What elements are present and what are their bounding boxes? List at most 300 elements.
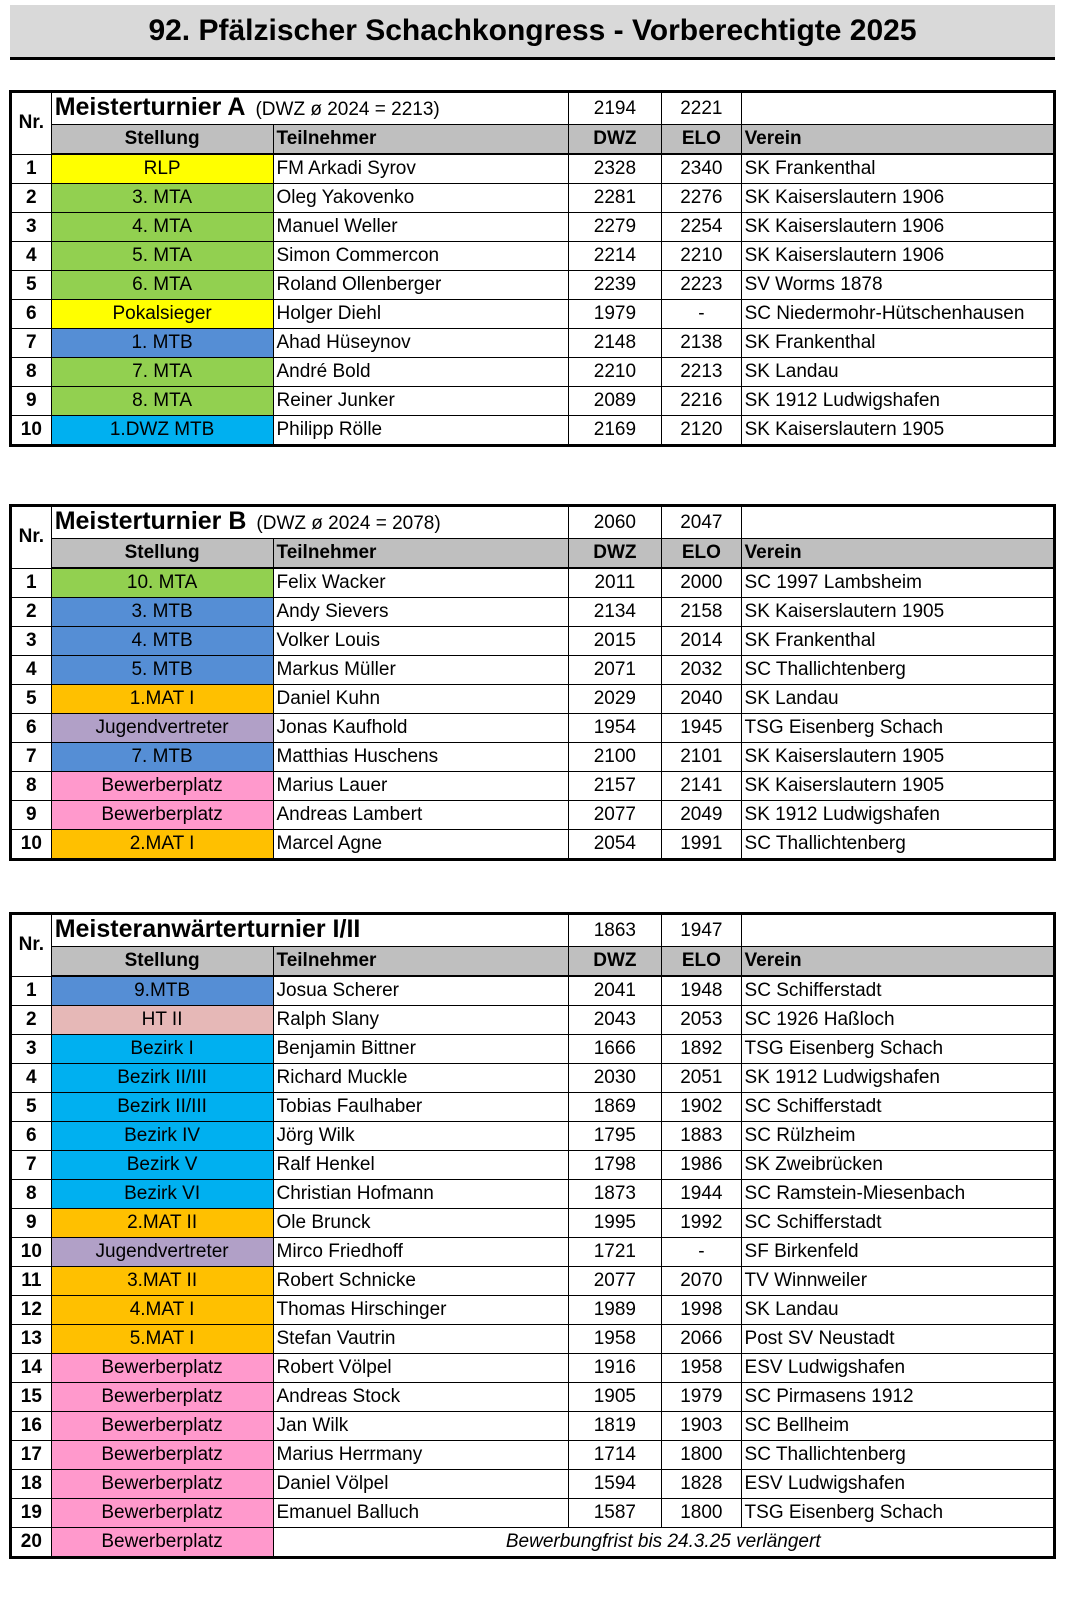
stellung-cell: Bewerberplatz <box>51 1470 273 1499</box>
avg-elo: 2221 <box>662 92 741 125</box>
dwz-cell: 2030 <box>568 1064 662 1093</box>
table-row <box>11 387 1055 416</box>
teilnehmer-cell: Stefan Vautrin <box>273 1325 568 1354</box>
dwz-cell: 1666 <box>568 1035 662 1064</box>
teilnehmer-cell: Andreas Stock <box>273 1383 568 1412</box>
stellung-cell: 1.MAT I <box>51 685 273 714</box>
stellung-cell: 4. MTB <box>51 627 273 656</box>
stellung-cell: Bezirk VI <box>51 1180 273 1209</box>
teilnehmer-cell: Roland Ollenberger <box>273 271 568 300</box>
elo-cell: 1902 <box>662 1093 741 1122</box>
verein-cell: SK Zweibrücken <box>741 1151 1054 1180</box>
row-number: 6 <box>11 1122 52 1151</box>
dwz-cell: 1594 <box>568 1470 662 1499</box>
row-number: 8 <box>11 1180 52 1209</box>
row-number: 13 <box>11 1325 52 1354</box>
elo-cell: 1800 <box>662 1499 741 1528</box>
row-number: 10 <box>11 416 52 446</box>
dwz-cell: 1916 <box>568 1354 662 1383</box>
row-number: 4 <box>11 242 52 271</box>
avg-dwz: 2060 <box>568 506 662 539</box>
tournament-name: Meisteranwärterturnier I/II <box>54 915 361 943</box>
row-number: 1 <box>11 976 52 1006</box>
header-teilnehmer: Teilnehmer <box>273 539 568 569</box>
verein-cell: SC 1926 Haßloch <box>741 1006 1054 1035</box>
teilnehmer-cell: Benjamin Bittner <box>273 1035 568 1064</box>
header-verein: Verein <box>741 947 1054 977</box>
tournament-title-row <box>11 92 1055 125</box>
header-elo: ELO <box>662 539 741 569</box>
teilnehmer-cell: Marius Herrmany <box>273 1441 568 1470</box>
row-number: 6 <box>11 714 52 743</box>
tournament-subtitle: (DWZ ø 2024 = 2078) <box>256 513 441 534</box>
stellung-cell: 3. MTB <box>51 598 273 627</box>
table-row <box>11 154 1055 184</box>
verein-cell: SK Landau <box>741 358 1054 387</box>
dwz-cell: 1587 <box>568 1499 662 1528</box>
dwz-cell: 2043 <box>568 1006 662 1035</box>
empty-cell <box>741 92 1054 125</box>
row-number: 9 <box>11 801 52 830</box>
row-number: 9 <box>11 387 52 416</box>
verein-cell: SK Kaiserslautern 1905 <box>741 772 1054 801</box>
teilnehmer-cell: Manuel Weller <box>273 213 568 242</box>
elo-cell: 2040 <box>662 685 741 714</box>
stellung-cell: 4. MTA <box>51 213 273 242</box>
elo-cell: 2000 <box>662 568 741 598</box>
stellung-cell: Jugendvertreter <box>51 714 273 743</box>
dwz-cell: 1869 <box>568 1093 662 1122</box>
row-number: 1 <box>11 568 52 598</box>
dwz-cell: 1989 <box>568 1296 662 1325</box>
header-teilnehmer: Teilnehmer <box>273 125 568 155</box>
elo-cell: 2066 <box>662 1325 741 1354</box>
verein-cell: SC Pirmasens 1912 <box>741 1383 1054 1412</box>
elo-cell: 2216 <box>662 387 741 416</box>
stellung-cell: 5. MTA <box>51 242 273 271</box>
teilnehmer-cell: Simon Commercon <box>273 242 568 271</box>
elo-cell: 1992 <box>662 1209 741 1238</box>
teilnehmer-cell: Josua Scherer <box>273 976 568 1006</box>
elo-cell: 2032 <box>662 656 741 685</box>
header-elo: ELO <box>662 947 741 977</box>
verein-cell: SK Kaiserslautern 1906 <box>741 184 1054 213</box>
verein-cell: ESV Ludwigshafen <box>741 1470 1054 1499</box>
stellung-cell: 3. MTA <box>51 184 273 213</box>
elo-cell: 1883 <box>662 1122 741 1151</box>
verein-cell: SF Birkenfeld <box>741 1238 1054 1267</box>
dwz-cell: 2279 <box>568 213 662 242</box>
dwz-cell: 1958 <box>568 1325 662 1354</box>
dwz-cell: 2239 <box>568 271 662 300</box>
teilnehmer-cell: Matthias Huschens <box>273 743 568 772</box>
table-row <box>11 1180 1055 1209</box>
dwz-cell: 2281 <box>568 184 662 213</box>
avg-dwz: 2194 <box>568 92 662 125</box>
table-row <box>11 242 1055 271</box>
dwz-cell: 2210 <box>568 358 662 387</box>
dwz-cell: 2100 <box>568 743 662 772</box>
row-number: 10 <box>11 1238 52 1267</box>
nr-header: Nr. <box>11 92 52 155</box>
table-row <box>11 1528 1055 1558</box>
tournament-title-row <box>11 914 1055 947</box>
header-stellung: Stellung <box>51 125 273 155</box>
verein-cell: TV Winnweiler <box>741 1267 1054 1296</box>
row-number: 15 <box>11 1383 52 1412</box>
teilnehmer-cell: Ralf Henkel <box>273 1151 568 1180</box>
header-stellung: Stellung <box>51 539 273 569</box>
elo-cell: - <box>662 300 741 329</box>
stellung-cell: 2.MAT I <box>51 830 273 860</box>
dwz-cell: 1714 <box>568 1441 662 1470</box>
stellung-cell: 4.MAT I <box>51 1296 273 1325</box>
teilnehmer-cell: Markus Müller <box>273 656 568 685</box>
teilnehmer-cell: Marcel Agne <box>273 830 568 860</box>
elo-cell: 2049 <box>662 801 741 830</box>
teilnehmer-cell: Andreas Lambert <box>273 801 568 830</box>
teilnehmer-cell: Jonas Kaufhold <box>273 714 568 743</box>
dwz-cell: 2071 <box>568 656 662 685</box>
dwz-cell: 2157 <box>568 772 662 801</box>
stellung-cell: 10. MTA <box>51 568 273 598</box>
table-row <box>11 976 1055 1006</box>
row-number: 7 <box>11 329 52 358</box>
elo-cell: 1944 <box>662 1180 741 1209</box>
dwz-cell: 1798 <box>568 1151 662 1180</box>
teilnehmer-cell: Ahad Hüseynov <box>273 329 568 358</box>
verein-cell: SC Schifferstadt <box>741 1093 1054 1122</box>
row-number: 5 <box>11 271 52 300</box>
table-row <box>11 743 1055 772</box>
teilnehmer-cell: Volker Louis <box>273 627 568 656</box>
table-row <box>11 1035 1055 1064</box>
verein-cell: SK Kaiserslautern 1906 <box>741 213 1054 242</box>
table-row <box>11 1238 1055 1267</box>
verein-cell: SK Frankenthal <box>741 154 1054 184</box>
verein-cell: SV Worms 1878 <box>741 271 1054 300</box>
teilnehmer-cell: Christian Hofmann <box>273 1180 568 1209</box>
stellung-cell: Pokalsieger <box>51 300 273 329</box>
verein-cell: SK Kaiserslautern 1905 <box>741 598 1054 627</box>
table-row <box>11 1383 1055 1412</box>
dwz-cell: 1819 <box>568 1412 662 1441</box>
nr-header: Nr. <box>11 914 52 977</box>
table-row <box>11 685 1055 714</box>
deadline-note: Bewerbungfrist bis 24.3.25 verlängert <box>273 1528 1055 1558</box>
table-row <box>11 300 1055 329</box>
stellung-cell: RLP <box>51 154 273 184</box>
dwz-cell: 1905 <box>568 1383 662 1412</box>
row-number: 19 <box>11 1499 52 1528</box>
empty-cell <box>741 914 1054 947</box>
elo-cell: 1948 <box>662 976 741 1006</box>
column-header-row <box>11 539 1055 569</box>
teilnehmer-cell: Jan Wilk <box>273 1412 568 1441</box>
stellung-cell: Bewerberplatz <box>51 1528 273 1558</box>
elo-cell: 2276 <box>662 184 741 213</box>
teilnehmer-cell: Ole Brunck <box>273 1209 568 1238</box>
elo-cell: - <box>662 1238 741 1267</box>
row-number: 1 <box>11 154 52 184</box>
row-number: 5 <box>11 1093 52 1122</box>
row-number: 20 <box>11 1528 52 1558</box>
table-row <box>11 714 1055 743</box>
table-row <box>11 329 1055 358</box>
teilnehmer-cell: Philipp Rölle <box>273 416 568 446</box>
table-row <box>11 1006 1055 1035</box>
elo-cell: 2158 <box>662 598 741 627</box>
table-row <box>11 1296 1055 1325</box>
table-row <box>11 213 1055 242</box>
dwz-cell: 2089 <box>568 387 662 416</box>
teilnehmer-cell: Daniel Völpel <box>273 1470 568 1499</box>
stellung-cell: 5. MTB <box>51 656 273 685</box>
column-header-row <box>11 125 1055 155</box>
row-number: 2 <box>11 1006 52 1035</box>
elo-cell: 2141 <box>662 772 741 801</box>
tournament-name: Meisterturnier A <box>54 93 246 121</box>
header-verein: Verein <box>741 539 1054 569</box>
verein-cell: ESV Ludwigshafen <box>741 1354 1054 1383</box>
stellung-cell: Bewerberplatz <box>51 801 273 830</box>
dwz-cell: 2077 <box>568 801 662 830</box>
elo-cell: 1828 <box>662 1470 741 1499</box>
row-number: 4 <box>11 656 52 685</box>
tournament-subtitle: (DWZ ø 2024 = 2213) <box>255 99 440 120</box>
elo-cell: 1800 <box>662 1441 741 1470</box>
avg-dwz: 1863 <box>568 914 662 947</box>
table-row <box>11 801 1055 830</box>
row-number: 6 <box>11 300 52 329</box>
stellung-cell: 6. MTA <box>51 271 273 300</box>
header-dwz: DWZ <box>568 947 662 977</box>
table-row <box>11 416 1055 446</box>
stellung-cell: 8. MTA <box>51 387 273 416</box>
table-row <box>11 1064 1055 1093</box>
dwz-cell: 2011 <box>568 568 662 598</box>
teilnehmer-cell: Holger Diehl <box>273 300 568 329</box>
dwz-cell: 2029 <box>568 685 662 714</box>
verein-cell: TSG Eisenberg Schach <box>741 1499 1054 1528</box>
row-number: 10 <box>11 830 52 860</box>
table-row <box>11 627 1055 656</box>
verein-cell: SC Schifferstadt <box>741 976 1054 1006</box>
teilnehmer-cell: Ralph Slany <box>273 1006 568 1035</box>
verein-cell: SC Schifferstadt <box>741 1209 1054 1238</box>
avg-elo: 1947 <box>662 914 741 947</box>
table-row <box>11 1122 1055 1151</box>
table-row <box>11 1470 1055 1499</box>
teilnehmer-cell: Jörg Wilk <box>273 1122 568 1151</box>
stellung-cell: 7. MTA <box>51 358 273 387</box>
table-row <box>11 1267 1055 1296</box>
verein-cell: SC Niedermohr-Hütschenhausen <box>741 300 1054 329</box>
table-row <box>11 1354 1055 1383</box>
teilnehmer-cell: Robert Völpel <box>273 1354 568 1383</box>
table-row <box>11 184 1055 213</box>
tournament-title <box>51 92 568 125</box>
elo-cell: 1998 <box>662 1296 741 1325</box>
teilnehmer-cell: Oleg Yakovenko <box>273 184 568 213</box>
stellung-cell: Bewerberplatz <box>51 1441 273 1470</box>
elo-cell: 2053 <box>662 1006 741 1035</box>
row-number: 8 <box>11 358 52 387</box>
header-elo: ELO <box>662 125 741 155</box>
table-row <box>11 358 1055 387</box>
table-row <box>11 1325 1055 1354</box>
header-teilnehmer: Teilnehmer <box>273 947 568 977</box>
dwz-cell: 1721 <box>568 1238 662 1267</box>
elo-cell: 2101 <box>662 743 741 772</box>
stellung-cell: Jugendvertreter <box>51 1238 273 1267</box>
elo-cell: 2070 <box>662 1267 741 1296</box>
table-row <box>11 1499 1055 1528</box>
elo-cell: 2120 <box>662 416 741 446</box>
elo-cell: 2210 <box>662 242 741 271</box>
row-number: 7 <box>11 743 52 772</box>
verein-cell: SK Frankenthal <box>741 627 1054 656</box>
row-number: 8 <box>11 772 52 801</box>
header-dwz: DWZ <box>568 125 662 155</box>
stellung-cell: Bezirk I <box>51 1035 273 1064</box>
dwz-cell: 2054 <box>568 830 662 860</box>
verein-cell: SK 1912 Ludwigshafen <box>741 801 1054 830</box>
row-number: 11 <box>11 1267 52 1296</box>
teilnehmer-cell: Andy Sievers <box>273 598 568 627</box>
row-number: 9 <box>11 1209 52 1238</box>
dwz-cell: 1995 <box>568 1209 662 1238</box>
row-number: 12 <box>11 1296 52 1325</box>
verein-cell: SC Rülzheim <box>741 1122 1054 1151</box>
row-number: 17 <box>11 1441 52 1470</box>
table-row <box>11 1093 1055 1122</box>
verein-cell: Post SV Neustadt <box>741 1325 1054 1354</box>
verein-cell: SK Landau <box>741 1296 1054 1325</box>
dwz-cell: 1979 <box>568 300 662 329</box>
stellung-cell: HT II <box>51 1006 273 1035</box>
stellung-cell: Bezirk V <box>51 1151 273 1180</box>
stellung-cell: 2.MAT II <box>51 1209 273 1238</box>
stellung-cell: 1.DWZ MTB <box>51 416 273 446</box>
verein-cell: SC 1997 Lambsheim <box>741 568 1054 598</box>
teilnehmer-cell: Mirco Friedhoff <box>273 1238 568 1267</box>
dwz-cell: 1954 <box>568 714 662 743</box>
row-number: 18 <box>11 1470 52 1499</box>
elo-cell: 2014 <box>662 627 741 656</box>
stellung-cell: 5.MAT I <box>51 1325 273 1354</box>
stellung-cell: Bewerberplatz <box>51 1412 273 1441</box>
dwz-cell: 1873 <box>568 1180 662 1209</box>
teilnehmer-cell: Richard Muckle <box>273 1064 568 1093</box>
row-number: 4 <box>11 1064 52 1093</box>
tournament-title <box>51 914 568 947</box>
elo-cell: 1892 <box>662 1035 741 1064</box>
dwz-cell: 2134 <box>568 598 662 627</box>
verein-cell: SK Kaiserslautern 1906 <box>741 242 1054 271</box>
tournament-title-row <box>11 506 1055 539</box>
table-row <box>11 568 1055 598</box>
verein-cell: TSG Eisenberg Schach <box>741 1035 1054 1064</box>
table-row <box>11 830 1055 860</box>
teilnehmer-cell: Reiner Junker <box>273 387 568 416</box>
header-dwz: DWZ <box>568 539 662 569</box>
dwz-cell: 2015 <box>568 627 662 656</box>
verein-cell: SC Bellheim <box>741 1412 1054 1441</box>
stellung-cell: Bewerberplatz <box>51 1383 273 1412</box>
nr-header: Nr. <box>11 506 52 569</box>
stellung-cell: 3.MAT II <box>51 1267 273 1296</box>
header-stellung: Stellung <box>51 947 273 977</box>
elo-cell: 2223 <box>662 271 741 300</box>
elo-cell: 1958 <box>662 1354 741 1383</box>
stellung-cell: Bezirk IV <box>51 1122 273 1151</box>
table-row <box>11 656 1055 685</box>
verein-cell: SC Ramstein-Miesenbach <box>741 1180 1054 1209</box>
verein-cell: SK Frankenthal <box>741 329 1054 358</box>
verein-cell: SK Kaiserslautern 1905 <box>741 416 1054 446</box>
row-number: 3 <box>11 627 52 656</box>
verein-cell: TSG Eisenberg Schach <box>741 714 1054 743</box>
row-number: 3 <box>11 1035 52 1064</box>
verein-cell: SK 1912 Ludwigshafen <box>741 1064 1054 1093</box>
row-number: 2 <box>11 598 52 627</box>
avg-elo: 2047 <box>662 506 741 539</box>
teilnehmer-cell: Thomas Hirschinger <box>273 1296 568 1325</box>
verein-cell: SK 1912 Ludwigshafen <box>741 387 1054 416</box>
verein-cell: SC Thallichtenberg <box>741 830 1054 860</box>
elo-cell: 2340 <box>662 154 741 184</box>
elo-cell: 2051 <box>662 1064 741 1093</box>
dwz-cell: 1795 <box>568 1122 662 1151</box>
teilnehmer-cell: Tobias Faulhaber <box>273 1093 568 1122</box>
row-number: 16 <box>11 1412 52 1441</box>
row-number: 14 <box>11 1354 52 1383</box>
table-row <box>11 772 1055 801</box>
table-row <box>11 1209 1055 1238</box>
dwz-cell: 2148 <box>568 329 662 358</box>
tournament-title <box>51 506 568 539</box>
verein-cell: SK Landau <box>741 685 1054 714</box>
elo-cell: 2254 <box>662 213 741 242</box>
teilnehmer-cell: Felix Wacker <box>273 568 568 598</box>
stellung-cell: Bewerberplatz <box>51 1499 273 1528</box>
dwz-cell: 2214 <box>568 242 662 271</box>
empty-cell <box>741 506 1054 539</box>
verein-cell: SK Kaiserslautern 1905 <box>741 743 1054 772</box>
tournament-table-a <box>9 90 1056 447</box>
stellung-cell: 1. MTB <box>51 329 273 358</box>
stellung-cell: Bezirk II/III <box>51 1064 273 1093</box>
elo-cell: 1945 <box>662 714 741 743</box>
stellung-cell: 7. MTB <box>51 743 273 772</box>
row-number: 7 <box>11 1151 52 1180</box>
teilnehmer-cell: Daniel Kuhn <box>273 685 568 714</box>
dwz-cell: 2169 <box>568 416 662 446</box>
stellung-cell: Bezirk II/III <box>51 1093 273 1122</box>
stellung-cell: Bewerberplatz <box>51 1354 273 1383</box>
stellung-cell: 9.MTB <box>51 976 273 1006</box>
teilnehmer-cell: André Bold <box>273 358 568 387</box>
verein-cell: SC Thallichtenberg <box>741 1441 1054 1470</box>
elo-cell: 1991 <box>662 830 741 860</box>
table-row <box>11 1151 1055 1180</box>
column-header-row <box>11 947 1055 977</box>
table-row <box>11 1441 1055 1470</box>
tournament-table-b <box>9 504 1056 861</box>
stellung-cell: Bewerberplatz <box>51 772 273 801</box>
row-number: 3 <box>11 213 52 242</box>
